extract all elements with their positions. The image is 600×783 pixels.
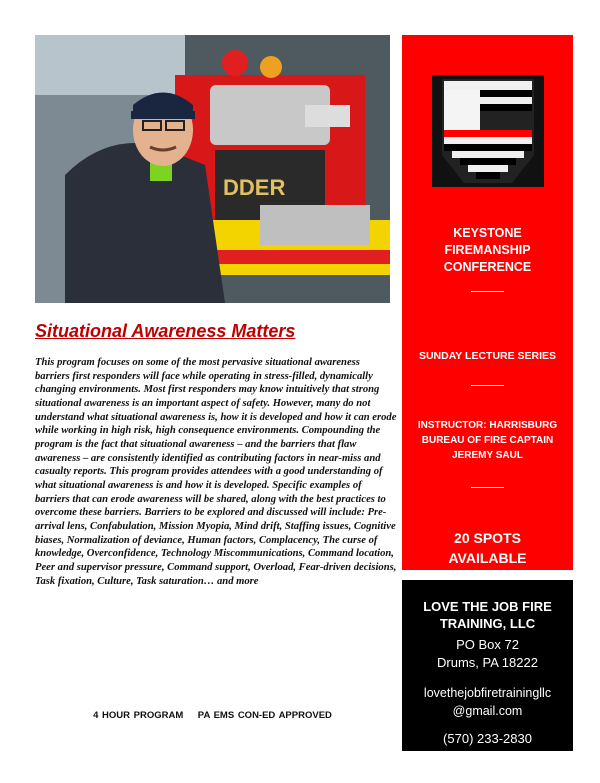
- instructor-line: BUREAU OF FIRE CAPTAIN: [421, 435, 554, 446]
- conference-title-line: FIREMANSHIP: [444, 243, 531, 257]
- program-footer: 4 HOUR PROGRAM PA EMS CON-ED APPROVED: [93, 710, 332, 721]
- conference-title-line: KEYSTONE: [453, 226, 522, 240]
- email-line: @gmail.com: [452, 704, 523, 718]
- instructor-info: [402, 418, 573, 463]
- email-address[interactable]: [402, 684, 573, 720]
- company-name-line: TRAINING, LLC: [439, 616, 536, 631]
- city-address: Drums, PA 18222: [437, 655, 538, 670]
- instructor-line: INSTRUCTOR: HARRISBURG: [417, 420, 558, 431]
- keystone-flag-logo: [432, 75, 544, 187]
- lecture-series-label: SUNDAY LECTURE SERIES: [418, 350, 557, 362]
- company-name-line: LOVE THE JOB FIRE: [423, 599, 552, 614]
- conference-title: [402, 225, 573, 276]
- conference-title-line: CONFERENCE: [443, 260, 532, 274]
- email-line: lovethejobfiretrainingllc: [423, 686, 552, 700]
- spots-available: [402, 528, 573, 568]
- article-body: This program focuses on some of the most pervasive situational awareness barriers first responders will face while operating in stress-filled, dynamically changing environments. Most first responders may know intuitively that strong situational awareness is an important aspect of safety. However, many do not understand what situational awareness is, how it is developed and how it can erode while working in high risk, high consequence environments. Compounding the program is the fact that situational awareness – and the barriers that flaw awareness – are consistently identified as contributing factors in near-miss and casualty reports. This program provides attendees with a good understanding of what situational awareness is and how it is developed. Specific examples of barriers that can erode awareness will be shared, along with the best practices to overcome these barriers. Barriers to be explored and discussed will include: Pre-arrival lens, Confabulation, Mission Myopia, Mind drift, Staffing issues, Cognitive biases, Normalization of deviance, Human factors, Complacency, The curse of knowledge, Overconfidence, Technology Miscommunications, Command location, Peer and supervisor pressure, Command support, Overload, Fear-driven decisions, Task fixation, Culture, Task saturation… and more: [35, 357, 397, 587]
- divider: [471, 291, 504, 292]
- phone-number[interactable]: (570) 233-2830: [443, 731, 532, 746]
- firefighter-photo: [35, 35, 390, 303]
- po-box: PO Box 72: [456, 637, 519, 652]
- spots-line: AVAILABLE: [448, 550, 527, 566]
- company-name: [402, 598, 573, 632]
- photo-illustration: [35, 35, 390, 303]
- divider: [471, 385, 504, 386]
- divider: [471, 487, 504, 488]
- conference-info-panel: [402, 35, 573, 570]
- article-heading: Situational Awareness Matters: [35, 321, 296, 341]
- svg-text:DDER: DDER: [223, 175, 286, 200]
- instructor-line: JEREMY SAUL: [452, 450, 523, 461]
- spots-line: 20 SPOTS: [454, 530, 521, 546]
- contact-info-panel: [402, 580, 573, 751]
